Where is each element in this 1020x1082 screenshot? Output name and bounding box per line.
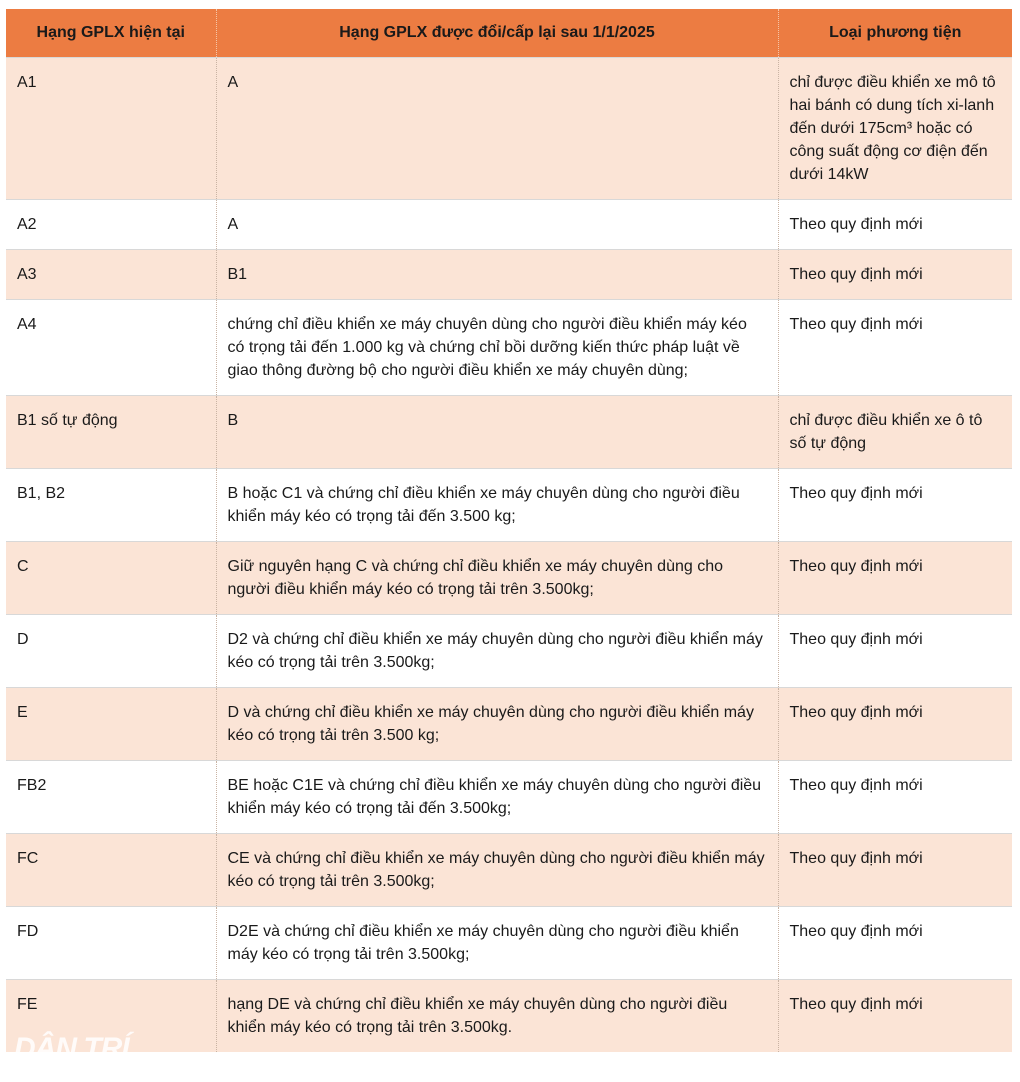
cell-vehicle-type: chỉ được điều khiển xe mô tô hai bánh có dung tích xi-lanh đến dưới 175cm³ hoặc có công suất động cơ điện đến dưới 14kW (778, 58, 1012, 200)
cell-vehicle-type: Theo quy định mới (778, 980, 1012, 1053)
cell-vehicle-type: Theo quy định mới (778, 761, 1012, 834)
cell-current-class: B1 số tự động (6, 396, 216, 469)
cell-new-class: D2E và chứng chỉ điều khiển xe máy chuyên dùng cho người điều khiển máy kéo có trọng tải trên 3.500kg; (216, 907, 778, 980)
cell-new-class: B1 (216, 250, 778, 300)
cell-new-class: B hoặc C1 và chứng chỉ điều khiển xe máy chuyên dùng cho người điều khiển máy kéo có trọng tải đến 3.500 kg; (216, 469, 778, 542)
table-body (6, 58, 1012, 1053)
cell-new-class: B (216, 396, 778, 469)
header-vehicle-type: Loại phương tiện (778, 9, 1012, 58)
table-row (6, 980, 1012, 1053)
cell-current-class: A1 (6, 58, 216, 200)
cell-current-class: C (6, 542, 216, 615)
cell-new-class: CE và chứng chỉ điều khiển xe máy chuyên dùng cho người điều khiển máy kéo có trọng tải trên 3.500kg; (216, 834, 778, 907)
cell-vehicle-type: chỉ được điều khiển xe ô tô số tự động (778, 396, 1012, 469)
cell-new-class: BE hoặc C1E và chứng chỉ điều khiển xe máy chuyên dùng cho người điều khiển máy kéo có trọng tải đến 3.500kg; (216, 761, 778, 834)
cell-current-class: B1, B2 (6, 469, 216, 542)
cell-new-class: D2 và chứng chỉ điều khiển xe máy chuyên dùng cho người điều khiển máy kéo có trọng tải trên 3.500kg; (216, 615, 778, 688)
cell-current-class: FC (6, 834, 216, 907)
cell-current-class: A3 (6, 250, 216, 300)
table-row (6, 469, 1012, 542)
table-row (6, 907, 1012, 980)
cell-new-class: chứng chỉ điều khiển xe máy chuyên dùng cho người điều khiển máy kéo có trọng tải đến 1.000 kg và chứng chỉ bồi dưỡng kiến thức pháp luật về giao thông đường bộ cho người điều khiển xe máy chuyên dùng; (216, 300, 778, 396)
cell-new-class: A (216, 58, 778, 200)
table-row (6, 688, 1012, 761)
table-row (6, 58, 1012, 200)
cell-vehicle-type: Theo quy định mới (778, 250, 1012, 300)
table-row (6, 300, 1012, 396)
cell-vehicle-type: Theo quy định mới (778, 615, 1012, 688)
license-table-container (6, 9, 1012, 1052)
table-row (6, 542, 1012, 615)
table-row (6, 834, 1012, 907)
cell-vehicle-type: Theo quy định mới (778, 907, 1012, 980)
cell-current-class: FD (6, 907, 216, 980)
cell-current-class: FB2 (6, 761, 216, 834)
watermark-logo: DÂN TRÍ (14, 1032, 129, 1065)
cell-current-class: A4 (6, 300, 216, 396)
table-row (6, 615, 1012, 688)
cell-current-class: D (6, 615, 216, 688)
header-current-class: Hạng GPLX hiện tại (6, 9, 216, 58)
cell-vehicle-type: Theo quy định mới (778, 542, 1012, 615)
header-new-class: Hạng GPLX được đổi/cấp lại sau 1/1/2025 (216, 9, 778, 58)
license-conversion-table (6, 9, 1012, 1052)
cell-new-class: A (216, 200, 778, 250)
cell-vehicle-type: Theo quy định mới (778, 300, 1012, 396)
cell-current-class: FE (6, 980, 216, 1053)
cell-vehicle-type: Theo quy định mới (778, 688, 1012, 761)
cell-vehicle-type: Theo quy định mới (778, 469, 1012, 542)
table-row (6, 200, 1012, 250)
cell-new-class: hạng DE và chứng chỉ điều khiển xe máy chuyên dùng cho người điều khiển máy kéo có trọng tải trên 3.500kg. (216, 980, 778, 1053)
cell-new-class: Giữ nguyên hạng C và chứng chỉ điều khiển xe máy chuyên dùng cho người điều khiển máy kéo có trọng tải trên 3.500kg; (216, 542, 778, 615)
cell-current-class: A2 (6, 200, 216, 250)
cell-vehicle-type: Theo quy định mới (778, 834, 1012, 907)
table-row (6, 761, 1012, 834)
cell-current-class: E (6, 688, 216, 761)
cell-vehicle-type: Theo quy định mới (778, 200, 1012, 250)
table-header-row (6, 9, 1012, 58)
table-row (6, 250, 1012, 300)
cell-new-class: D và chứng chỉ điều khiển xe máy chuyên dùng cho người điều khiển máy kéo có trọng tải trên 3.500 kg; (216, 688, 778, 761)
table-row (6, 396, 1012, 469)
